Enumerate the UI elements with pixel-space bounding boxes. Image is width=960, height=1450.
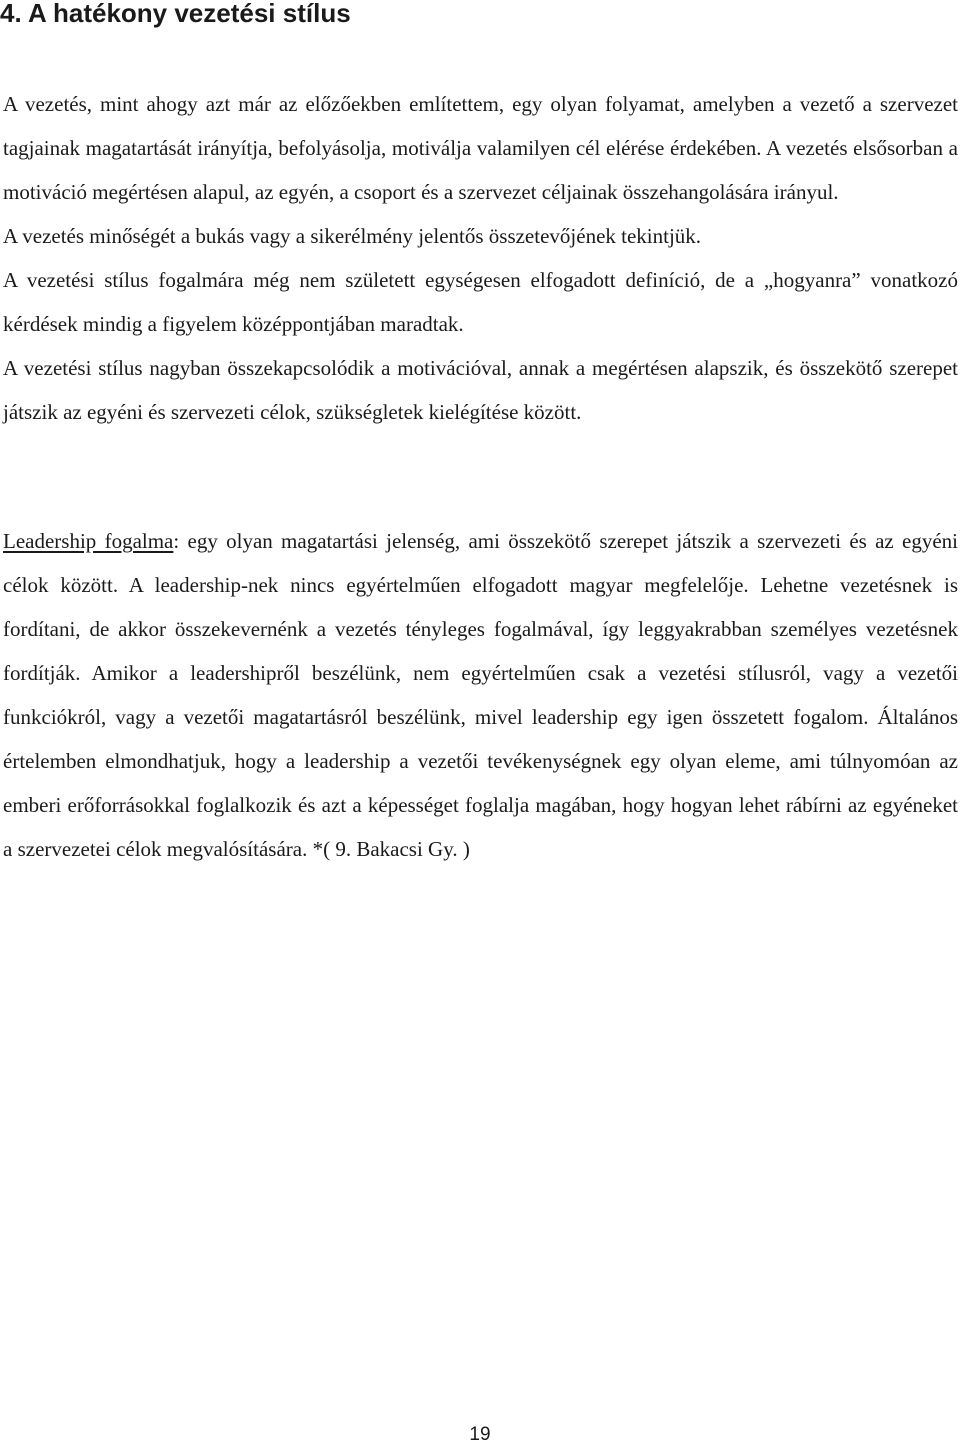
- section-heading: 4. A hatékony vezetési stílus: [0, 0, 351, 28]
- paragraph-style-motivation: A vezetési stílus nagyban összekapcsolódik a motivációval, annak a megértésen alapszik, és összekötő szerepet játszik az egyéni és szervezeti célok, szükségletek kielégítése között.: [3, 356, 958, 424]
- leadership-text-block: [3, 519, 958, 871]
- leadership-term: Leadership fogalma: [3, 529, 174, 553]
- paragraph-definition: A vezetés, mint ahogy azt már az előzőekben említettem, egy olyan folyamat, amelyben a vezető a szervezet tagjainak magatartását irányítja, befolyásolja, motiválja valamilyen cél elérése érdekében. A vezetés elsősorban a motiváció megértésen alapul, az egyén, a csoport és a szervezet céljainak összehangolására irányul.: [3, 92, 958, 204]
- paragraph-leadership: [3, 519, 958, 871]
- intro-text-block: [3, 82, 958, 434]
- paragraph-quality: A vezetés minőségét a bukás vagy a sikerélmény jelentős összetevőjének tekintjük.: [3, 224, 702, 248]
- paragraph-style-definition: A vezetési stílus fogalmára még nem született egységesen elfogadott definíció, de a „hogyanra” vonatkozó kérdések mindig a figyelem középpontjában maradtak.: [3, 268, 958, 336]
- page-number: 19: [469, 1424, 491, 1445]
- leadership-definition: : egy olyan magatartási jelenség, ami összekötő szerepet játszik a szervezeti és az egyéni célok között. A leadership-nek nincs egyértelműen elfogadott magyar megfelelője. Lehetne vezetésnek is fordítani, de akkor összekevernénk a vezetés tényleges fogalmával, így leggyakrabban személyes vezetésnek fordítják. Amikor a leadershipről beszélünk, nem egyértelműen csak a vezetési stílusról, vagy a vezetői funkciókról, vagy a vezetői magatartásról beszélünk, mivel leadership egy igen összetett fogalom. Általános értelemben elmondhatjuk, hogy a leadership a vezetői tevékenységnek egy olyan eleme, ami túlnyomóan az emberi erőforrásokkal foglalkozik és azt a képességet foglalja magában, hogy hogyan lehet rábírni az egyéneket a szervezetei célok megvalósítására. *( 9. Bakacsi Gy. ): [3, 529, 959, 861]
